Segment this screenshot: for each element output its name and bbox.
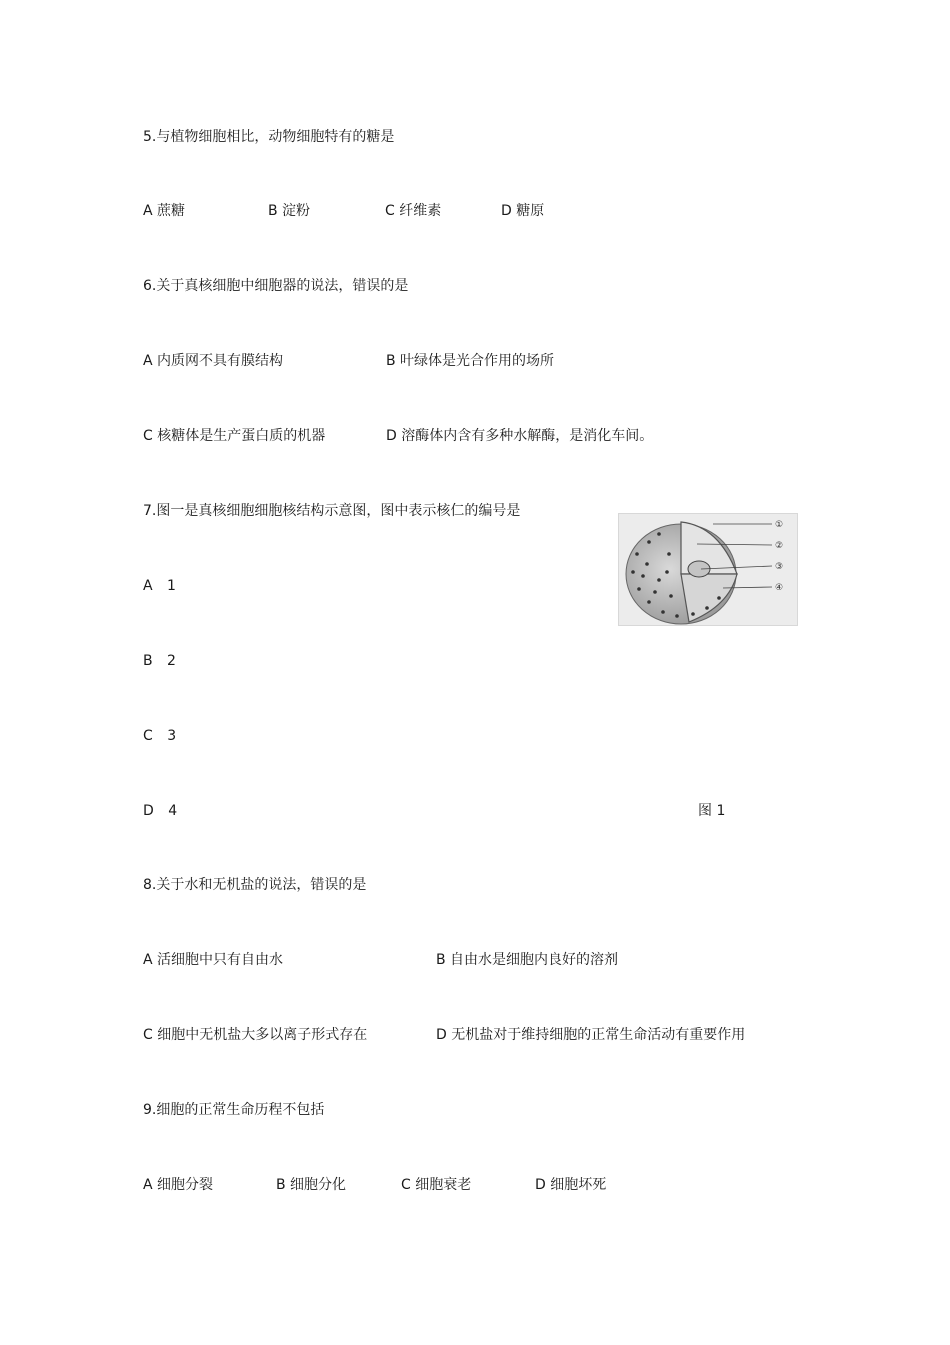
q5-option-d: D 糖原 <box>501 203 545 219</box>
q5-option-a: A 蔗糖 <box>143 203 186 219</box>
figure-label-4: ④ <box>775 583 784 593</box>
figure-label-3: ③ <box>775 562 784 572</box>
q6-option-d: D 溶酶体内含有多种水解酶，是消化车间。 <box>386 428 654 444</box>
q6-option-c: C 核糖体是生产蛋白质的机器 <box>143 428 326 444</box>
nucleus-diagram <box>619 514 797 625</box>
q6-option-b: B 叶绿体是光合作用的场所 <box>386 353 555 369</box>
q9-option-b: B 细胞分化 <box>276 1177 347 1193</box>
q9-option-d: D 细胞坏死 <box>535 1177 607 1193</box>
q8-option-d: D 无机盐对于维持细胞的正常生命活动有重要作用 <box>436 1027 746 1043</box>
q8-option-a: A 活细胞中只有自由水 <box>143 952 284 968</box>
q5-option-b: B 淀粉 <box>268 203 311 219</box>
question-6-stem: 6.关于真核细胞中细胞器的说法，错误的是 <box>143 278 409 294</box>
figure-label-2: ② <box>775 541 784 551</box>
q7-option-c: C 3 <box>143 728 177 744</box>
question-8-stem: 8.关于水和无机盐的说法，错误的是 <box>143 877 367 893</box>
figure-caption: 图 1 <box>698 803 726 819</box>
q7-option-a: A 1 <box>143 578 176 594</box>
q8-option-c: C 细胞中无机盐大多以离子形式存在 <box>143 1027 368 1043</box>
q8-option-b: B 自由水是细胞内良好的溶剂 <box>436 952 619 968</box>
q6-option-a: A 内质网不具有膜结构 <box>143 353 284 369</box>
q7-option-b: B 2 <box>143 653 176 669</box>
q7-option-d: D 4 <box>143 803 178 819</box>
nucleus-structure-figure <box>618 513 798 626</box>
question-9-stem: 9.细胞的正常生命历程不包括 <box>143 1102 325 1118</box>
q5-option-c: C 纤维素 <box>385 203 442 219</box>
question-5-stem: 5.与植物细胞相比，动物细胞特有的糖是 <box>143 129 395 145</box>
q9-option-c: C 细胞衰老 <box>401 1177 472 1193</box>
question-7-stem: 7.图一是真核细胞细胞核结构示意图，图中表示核仁的编号是 <box>143 503 521 519</box>
q9-option-a: A 细胞分裂 <box>143 1177 214 1193</box>
figure-label-1: ① <box>775 520 784 530</box>
